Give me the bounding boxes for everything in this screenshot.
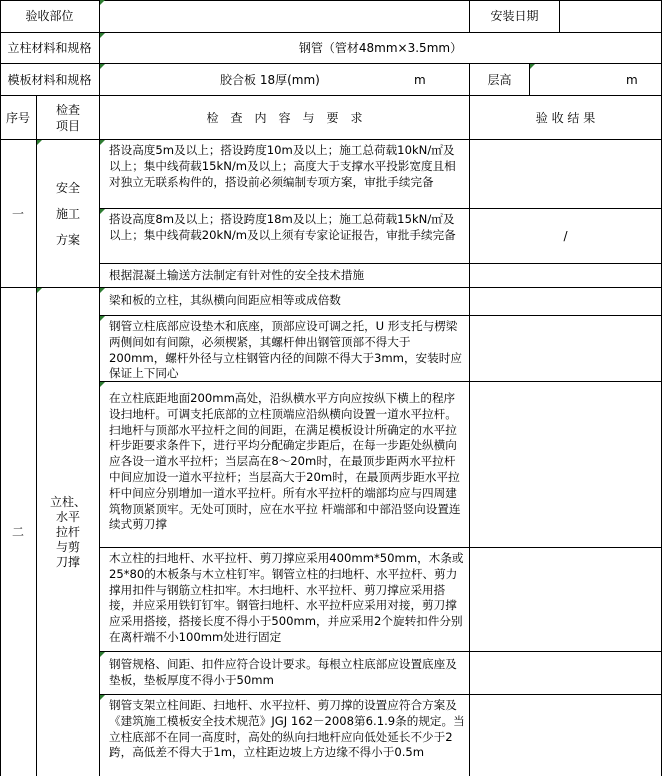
section2-row1-content: 梁和板的立柱，其纵横向间距应相等或成倍数 <box>100 288 470 316</box>
section2-item: 立柱、 水平 拉杆 与剪 刀撑 <box>37 288 100 776</box>
section1-row2-result[interactable]: / <box>470 209 662 264</box>
formwork-material-value <box>100 64 470 96</box>
section2-row1-result[interactable] <box>470 288 662 316</box>
section1-row3-content: 根据混凝土输送方法制定有针对性的安全技术措施 <box>100 264 470 288</box>
floor-height-label: 层高 <box>470 64 530 96</box>
section2-row3-content: 在立柱底距地面200mm高处，沿纵横水平方向应按纵下横上的程序设扫地杆。可调支托底部的立柱顶端应沿纵横向设置一道水平拉杆。扫地杆与顶部水平拉杆之间的间距，在满足模板设计所确定的水平拉杆步距要求条件下，进行平均分配确定步距后，在每一步距处纵横向应各设一道水平拉杆；当层高在8～20m时，在最顶步距两水平拉杆中间应加设一道水平拉杆；当层高大于20m时，在最顶两步距水平拉杆中间应分别增加一道水平拉杆。所有水平拉杆的端部均应与四周建筑物顶紧顶牢。无处可顶时，应在水平拉 杆端部和中部沿竖向设置连续式剪刀撑 <box>100 382 470 548</box>
section1-row1-content: 搭设高度5m及以上；搭设跨度10m及以上；施工总荷载10kN/㎡及以上；集中线荷载15kN/m及以上；高度大于支撑水平投影宽度且相对独立无联系构件的，搭设前必须编制专项方案，审批手续完备 <box>100 140 470 209</box>
col-header-seq: 序号 <box>0 96 37 140</box>
install-date-label: 安装日期 <box>470 0 560 33</box>
section1-item: 安全 施工 方案 <box>37 140 100 288</box>
install-date-value[interactable] <box>560 0 662 33</box>
accept-part-label: 验收部位 <box>0 0 100 33</box>
col-header-result: 验 收 结 果 <box>470 96 662 140</box>
section2-row5-result[interactable] <box>470 652 662 695</box>
section2-row4-content: 木立柱的扫地杆、水平拉杆、剪刀撑应采用400mm*50mm，木条或25*80的木板条与木立柱钉牢。钢管立柱的扫地杆、水平拉杆、剪力撑用扣件与钢筋立柱扣牢。木扫地杆、水平拉杆、剪刀撑应采用搭接，并应采用铁钉钉牢。钢管扫地杆、水平拉杆应采用对接，剪刀撑应采用搭接，搭接长度不得小于500mm，并应采用2个旋转扣件分别在离杆端不小100mm处进行固定 <box>100 548 470 652</box>
col-header-content: 检 查 内 容 与 要 求 <box>100 96 470 140</box>
section2-row4-result[interactable] <box>470 548 662 652</box>
section2-row6-content: 钢管支架立柱间距、扫地杆、水平拉杆、剪刀撑的设置应符合方案及《建筑施工模板安全技术规范》JGJ 162－2008第6.1.9条的规定。当立柱底部不在同一高度时，高处的纵向扫地杆应向低处延长不少于2跨，高低差不得大于1m，立柱距边坡上方边缘不得小于0.5m <box>100 695 470 776</box>
section1-row1-result[interactable] <box>470 140 662 209</box>
section1-row3-result[interactable] <box>470 264 662 288</box>
section1-row2-content: 搭设高度8m及以上；搭设跨度18m及以上；施工总荷载15kN/㎡及以上；集中线荷载20kN/m及以上须有专家论证报告，审批手续完备 <box>100 209 470 264</box>
section2-row3-result[interactable] <box>470 382 662 548</box>
section2-row2-result[interactable] <box>470 316 662 382</box>
column-material-value: 钢管（管材48mm×3.5mm） <box>100 33 662 64</box>
unit-m-1: m <box>414 73 426 87</box>
section2-seq: 二 <box>0 288 37 776</box>
floor-height-value[interactable] <box>530 64 662 96</box>
section2-row5-content: 钢管规格、间距、扣件应符合设计要求。每根立柱底部应设置底座及垫板，垫板厚度不得小于50mm <box>100 652 470 695</box>
unit-m-2: m <box>626 73 638 87</box>
formwork-material-label: 模板材料和规格 <box>0 64 100 96</box>
section1-seq: 一 <box>0 140 37 288</box>
column-material-label: 立柱材料和规格 <box>0 33 100 64</box>
section2-row6-result[interactable] <box>470 695 662 776</box>
formwork-spec-text: 胶合板 18厚(mm) <box>220 73 320 87</box>
accept-part-value[interactable] <box>100 0 470 33</box>
section2-row2-content: 钢管立柱底部应设垫木和底座，顶部应设可调之托，U 形支托与楞梁两侧间如有间隙，必须楔紧，其螺杆伸出钢管顶部不得大于200mm，螺杆外径与立柱钢管内径的间隙不得大于3mm，安装时应保证上下同心 <box>100 316 470 382</box>
col-header-item: 检查 项目 <box>37 96 100 140</box>
